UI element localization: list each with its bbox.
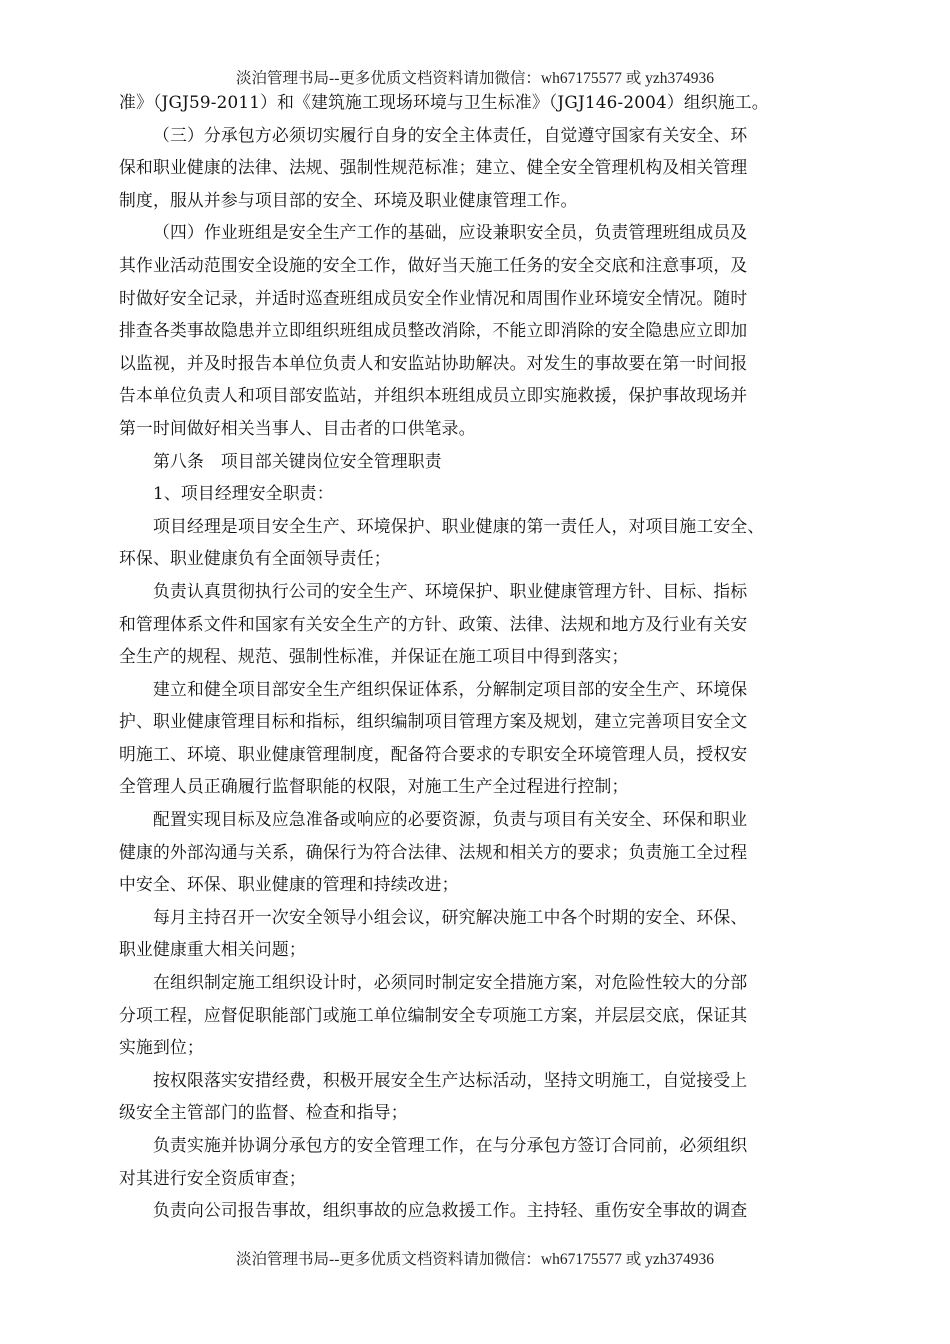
text-line: 中安全、环保、职业健康的管理和持续改进； [119, 874, 459, 895]
text-line: 保和职业健康的法律、法规、强制性规范标准；建立、健全安全管理机构及相关管理 [119, 157, 748, 178]
text-line: 排查各类事故隐患并立即组织班组成员整改消除，不能立即消除的安全隐患应立即加 [119, 320, 748, 341]
text-line: 和管理体系文件和国家有关安全生产的方针、政策、法律、法规和地方及行业有关安 [119, 613, 748, 634]
text-line: 全管理人员正确履行监督职能的权限，对施工生产全过程进行控制； [119, 776, 629, 797]
text-line: 配置实现目标及应急准备或响应的必要资源，负责与项目有关安全、环保和职业 [153, 809, 748, 830]
text-line: 准》（JGJ59-2011）和《建筑施工现场环境与卫生标准》（JGJ146-2004）组织施工。 [119, 92, 769, 112]
text-line: 负责认真贯彻执行公司的安全生产、环境保护、职业健康管理方针、目标、指标 [153, 580, 748, 601]
text-line: 全生产的规程、规范、强制性标准，并保证在施工项目中得到落实； [119, 646, 629, 667]
text-line: 环保、职业健康负有全面领导责任； [119, 548, 391, 569]
document-body [119, 86, 839, 1227]
text-line: 分项工程，应督促职能部门或施工单位编制安全专项施工方案，并层层交底，保证其 [119, 1004, 748, 1025]
text-line: 项目经理是项目安全生产、环境保护、职业健康的第一责任人，对项目施工安全、 [153, 515, 765, 536]
text-line: 其作业活动范围安全设施的安全工作，做好当天施工任务的安全交底和注意事项，及 [119, 254, 748, 275]
text-line: 建立和健全项目部安全生产组织保证体系，分解制定项目部的安全生产、环境保 [153, 678, 748, 699]
text-line: 第一时间做好相关当事人、目击者的口供笔录。 [119, 417, 476, 438]
text-line: 时做好安全记录，并适时巡查班组成员安全作业情况和周围作业环境安全情况。随时 [119, 287, 748, 308]
page-header-watermark: 淡泊管理书局--更多优质文档资料请加微信：wh67175577 或 yzh374936 [236, 70, 714, 87]
text-line: 健康的外部沟通与关系，确保行为符合法律、法规和相关方的要求；负责施工全过程 [119, 841, 748, 862]
text-line: （四）作业班组是安全生产工作的基础，应设兼职安全员，负责管理班组成员及 [153, 222, 748, 243]
text-line: 按权限落实安措经费，积极开展安全生产达标活动，坚持文明施工，自觉接受上 [153, 1069, 748, 1090]
text-line: 每月主持召开一次安全领导小组会议，研究解决施工中各个时期的安全、环保、 [153, 906, 748, 927]
text-line: 对其进行安全资质审查； [119, 1167, 306, 1188]
text-line: （三）分承包方必须切实履行自身的安全主体责任，自觉遵守国家有关安全、环 [153, 124, 748, 145]
text-line: 负责实施并协调分承包方的安全管理工作，在与分承包方签订合同前，必须组织 [153, 1135, 748, 1155]
text-line: 职业健康重大相关问题； [119, 939, 306, 960]
text-line: 实施到位； [119, 1037, 204, 1058]
page-footer-watermark: 淡泊管理书局--更多优质文档资料请加微信：wh67175577 或 yzh374936 [236, 1251, 714, 1268]
text-line: 在组织制定施工组织设计时，必须同时制定安全措施方案，对危险性较大的分部 [153, 972, 748, 993]
text-line: 明施工、环境、职业健康管理制度，配备符合要求的专职安全环境管理人员，授权安 [119, 743, 748, 764]
text-line: 级安全主管部门的监督、检查和指导； [119, 1102, 408, 1123]
text-line: 第八条 项目部关键岗位安全管理职责 [153, 450, 442, 471]
text-line: 负责向公司报告事故，组织事故的应急救援工作。主持轻、重伤安全事故的调查 [153, 1200, 748, 1221]
text-line: 制度，服从并参与项目部的安全、环境及职业健康管理工作。 [119, 189, 578, 210]
text-line: 护、职业健康管理目标和指标，组织编制项目管理方案及规划，建立完善项目安全文 [119, 711, 748, 732]
text-line: 1、项目经理安全职责： [153, 483, 334, 504]
text-line: 告本单位负责人和项目部安监站，并组织本班组成员立即实施救援，保护事故现场并 [119, 385, 748, 406]
text-line: 以监视，并及时报告本单位负责人和安监站协助解决。对发生的事故要在第一时间报 [119, 352, 748, 373]
